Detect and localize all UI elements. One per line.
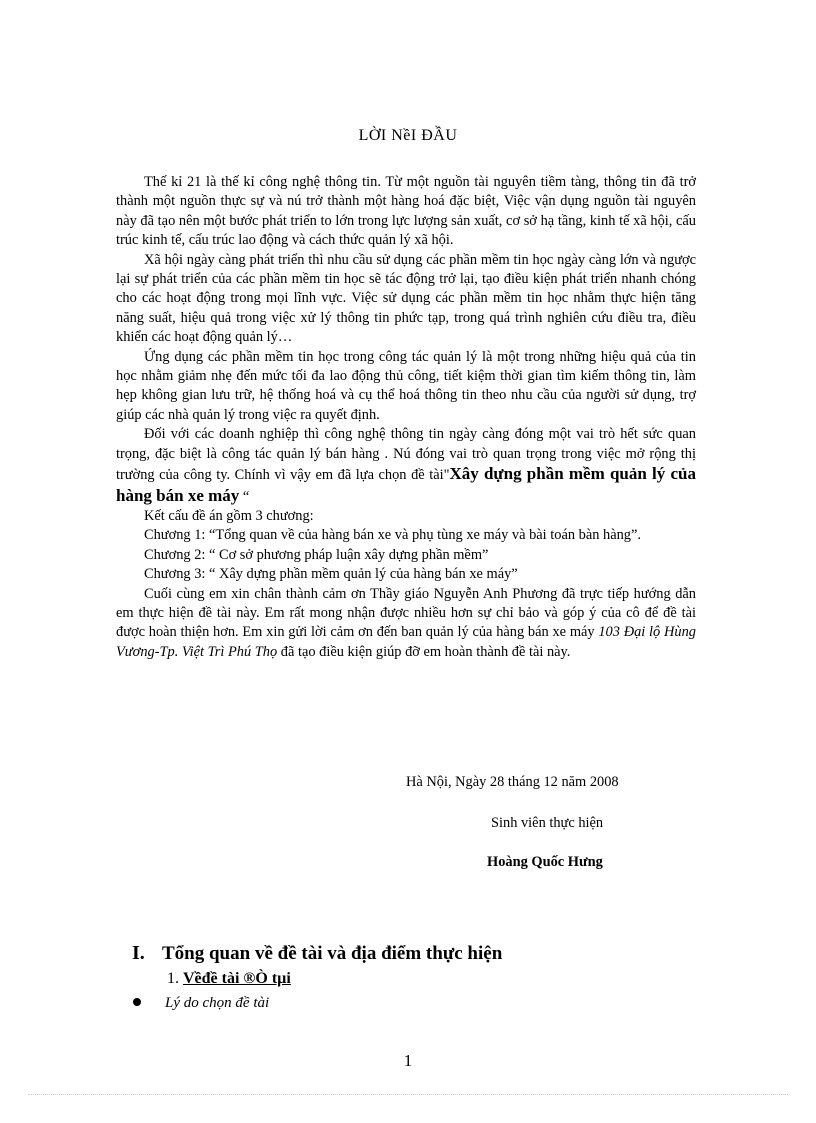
section-title: Tổng quan về đề tài và địa điểm thực hiện: [162, 943, 503, 964]
paragraph-2: Xã hội ngày càng phát triển thì nhu cầu sử dụng các phần mềm tin học ngày càng lớn và ngược lại sự phát triển của các phần mềm tin học sẽ tác động trở lại, tạo điều kiện phát triển nhanh chóng cho các hoạt động trong mọi lĩnh vực. Việc sử dụng các phần mềm tin học nhằm thực hiện tăng năng suất, hiệu quả trong việc xử lý thông tin phức tạp, trong quá trình nghiên cứu điều tra, điều khiển các hoạt động quản lý…: [116, 251, 696, 346]
section-heading: [132, 942, 502, 965]
subsection-title: Vềđề tài ®Ò tµi: [183, 970, 291, 987]
subsection-heading: [167, 970, 291, 988]
signature-role: Sinh viên thực hiện: [491, 815, 604, 831]
page-title: LỜI NềI ĐẦU: [358, 127, 458, 144]
thesis-topic: Xây dựng phần mềm quản lý của hàng bán xe máy: [116, 464, 696, 505]
store-address: 103 Đại lộ Hùng Vương-Tp. Việt Trì Phú Thọ: [116, 624, 696, 660]
subsection-number: 1.: [167, 970, 179, 987]
signature-name: Hoàng Quốc Hưng: [487, 854, 603, 870]
closing-paragraph: [116, 585, 696, 663]
paragraph-4-end: “: [239, 488, 250, 505]
closing-start: Cuối cùng em xin chân thành cảm ơn Thầy giáo Nguyễn Anh Phương đã trực tiếp hướng dẫn em thực hiện đề tài này. Em rất mong nhận được nhiều hơn sự chỉ bảo và góp ý của cô để đề tài được hoàn thiện hơn. Em xin gửi lời cảm ơn đến ban quản lý của hàng bán xe máy: [116, 585, 696, 641]
paragraph-1: Thế kỉ 21 là thế kỉ công nghệ thông tin. Từ một nguồn tài nguyên tiềm tàng, thông tin đã trở thành một nguồn thực sự và nú trở thành một hàng hoá đặc biệt, Việc vận dụng nguồn tài nguyên này đã tạo nên một bước phát triển to lớn trong lực lượng sản xuất, cơ sở hạ tầng, kinh tế xã hội, cấu trúc kinh tế, cấu trúc lao động và cách thức quản lý xã hội.: [116, 174, 696, 249]
bullet-item: [133, 995, 269, 1012]
page-number: 1: [403, 1051, 413, 1070]
paragraph-3: Ứng dụng các phần mềm tin học trong công tác quản lý là một trong những hiệu quả của tin học nhằm giảm nhẹ đến mức tối đa lao động thủ công, tiết kiệm thời gian tìm kiếm thông tin, làm hẹp không gian lưu trữ, hệ thống hoá và cụ thể hoá thông tin theo nhu cầu của người sử dụng, trợ giúp các nhà quản lý trong việc ra quyết định.: [116, 348, 696, 423]
closing-end: đã tạo điều kiện giúp đỡ em hoàn thành đề tài này.: [277, 643, 571, 660]
body-text: [116, 173, 696, 662]
paragraph-4: [116, 425, 696, 507]
bullet-icon: [133, 998, 141, 1006]
signature-date: Hà Nội, Ngày 28 tháng 12 năm 2008: [406, 774, 619, 790]
chapter-2: Chương 2: “ Cơ sở phương pháp luận xây dựng phần mềm”: [144, 546, 489, 563]
section-number: I.: [132, 942, 145, 964]
chapter-1: Chương 1: “Tổng quan về của hàng bán xe và phụ tùng xe máy và bài toán bàn hàng”.: [144, 527, 641, 544]
bullet-text: Lý do chọn đề tài: [165, 995, 270, 1011]
page-break-divider: [28, 1094, 788, 1095]
structure-intro: Kết cấu đề án gồm 3 chương:: [144, 507, 314, 524]
paragraph-4-start: Đối với các doanh nghiệp thì công nghệ thông tin ngày càng đóng một vai trò hết sức quan trọng, đặc biệt là công tác quản lý bán hàng . Nú đóng vai trò quan trọng trong việc mở rộng thị trường của công ty. Chính vì vậy em đã lựa chọn đề tài": [116, 426, 696, 484]
chapter-3: Chương 3: “ Xây dựng phần mềm quản lý của hàng bán xe máy”: [144, 566, 518, 583]
